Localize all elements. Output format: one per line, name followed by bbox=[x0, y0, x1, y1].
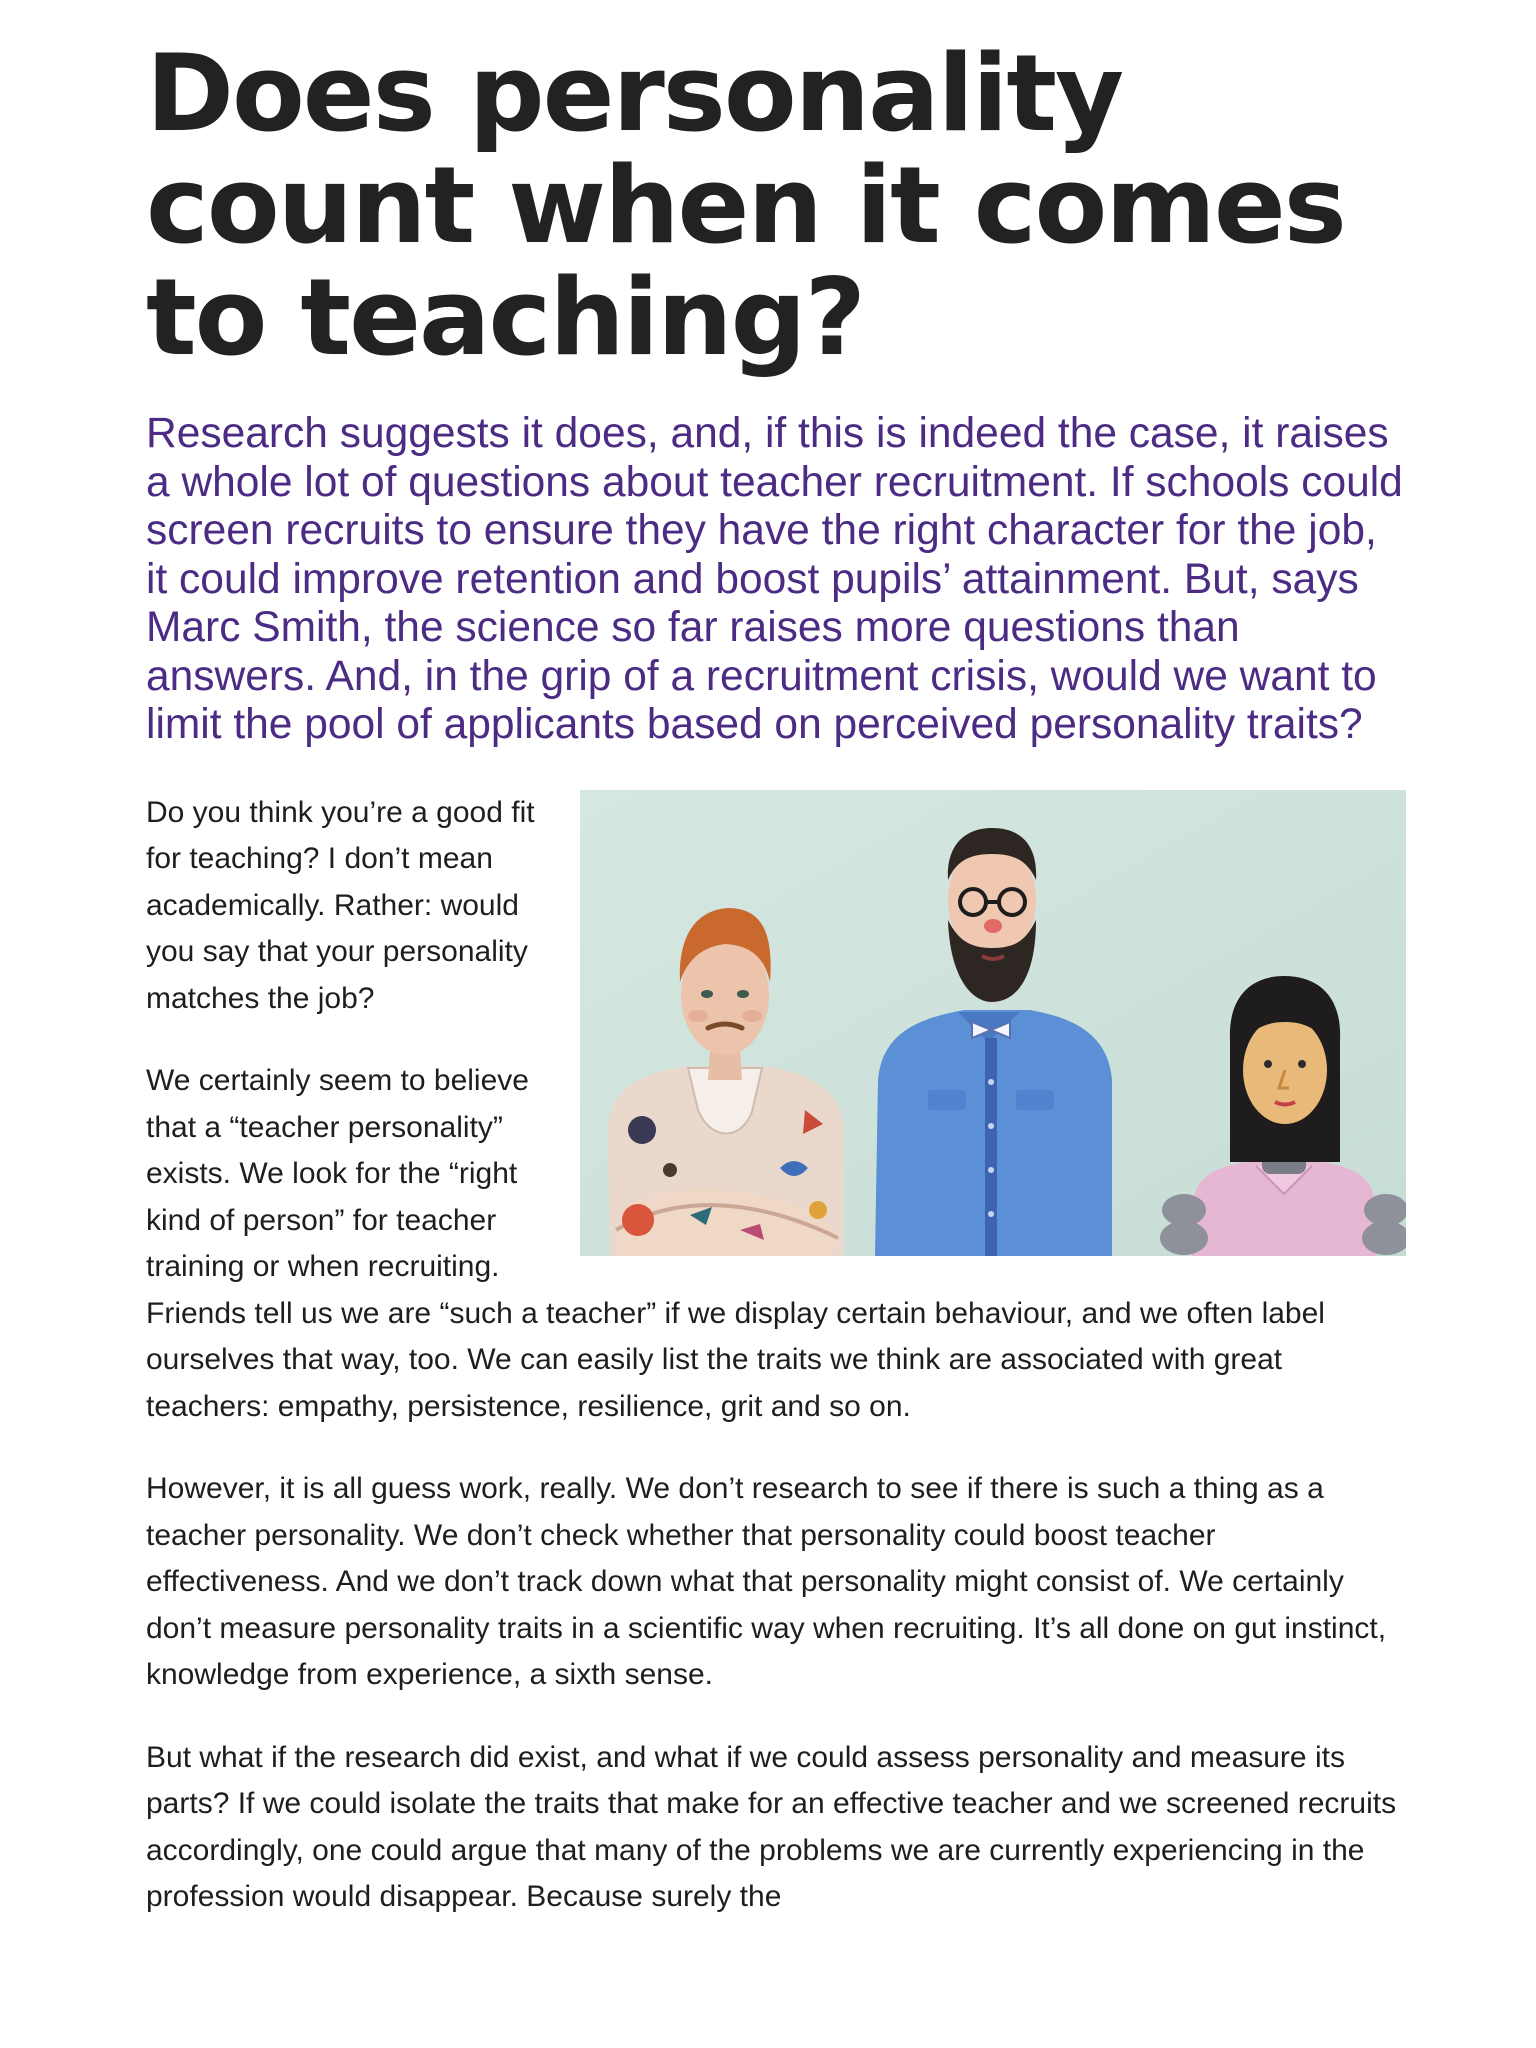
body-paragraph: But what if the research did exist, and what if we could assess personality and measure its parts? If we could isolate the traits that make for an effective teacher and we screened recruits accordingly, one could argue that many of the problems we are currently experiencing in the profession would disappear. Because surely the bbox=[146, 1740, 1397, 1913]
article bbox=[146, 32, 1406, 1957]
article-title: Does personality count when it comes to teaching? bbox=[146, 32, 1345, 379]
body-paragraph: Do you think you’re a good fit for teaching? I don’t mean academically. Rather: would you say that your personality matches the job? bbox=[146, 795, 535, 1015]
illustration-three-teachers bbox=[580, 790, 1406, 1256]
body-paragraph: We certainly seem to believe that a “teacher personality” exists. We look for the “right kind of person” for teacher training or when recruiting. Friends tell us we are “such a teacher” if we display certain behaviour, and we often label ourselves that way, too. We can easily list the traits we think are associated with great teachers: empathy, persistence, resilience, grit and so on. bbox=[146, 1064, 1325, 1423]
article-standfirst: Research suggests it does, and, if this is indeed the case, it raises a whole lot of questions about teacher recruitment. If schools could screen recruits to ensure they have the right character for the job, it could improve retention and boost pupils’ attainment. But, says Marc Smith, the science so far raises more questions than answers. And, in the grip of a recruitment crisis, would we want to limit the pool of applicants based on perceived personality traits? bbox=[146, 410, 1403, 748]
body-paragraph: However, it is all guess work, really. We don’t research to see if there is such a thing as a teacher personality. We don’t check whether that personality could boost teacher effectiveness. And we don’t track down what that personality might consist of. We certainly don’t measure personality traits in a scientific way when recruiting. It’s all done on gut instinct, knowledge from experience, a sixth sense. bbox=[146, 1472, 1387, 1691]
article-body bbox=[146, 790, 1406, 1921]
